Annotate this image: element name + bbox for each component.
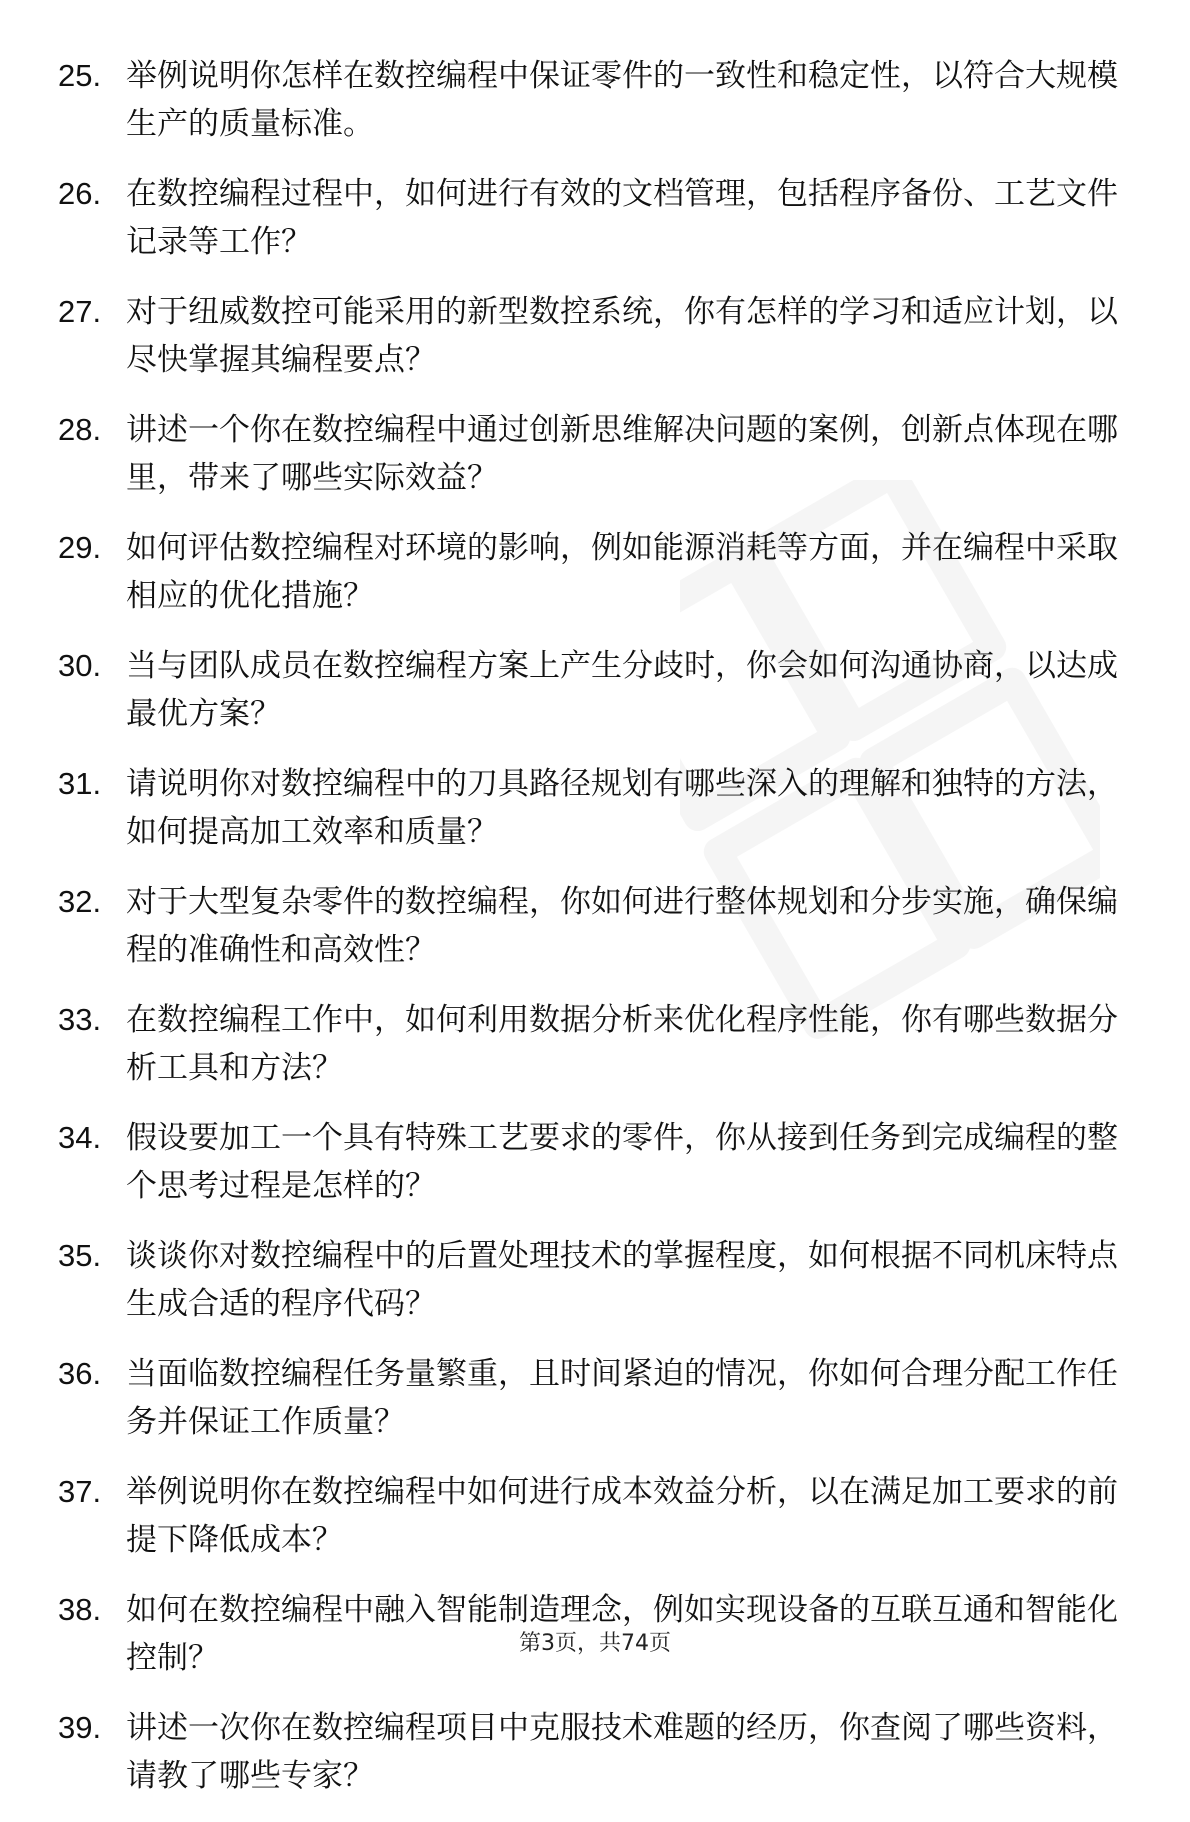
question-number: 35. bbox=[58, 1238, 102, 1273]
question-number: 38. bbox=[58, 1592, 102, 1627]
question-item bbox=[58, 170, 1118, 266]
question-text: 请说明你对数控编程中的刀具路径规划有哪些深入的理解和独特的方法，如何提高加工效率和质量？ bbox=[126, 766, 1118, 850]
question-number: 28. bbox=[58, 412, 102, 447]
question-item bbox=[58, 642, 1118, 738]
question-number: 29. bbox=[58, 530, 102, 565]
question-item bbox=[58, 1704, 1118, 1800]
question-text: 当面临数控编程任务量繁重，且时间紧迫的情况，你如何合理分配工作任务并保证工作质量？ bbox=[126, 1356, 1118, 1440]
question-number: 33. bbox=[58, 1002, 102, 1037]
question-text: 当与团队成员在数控编程方案上产生分歧时，你会如何沟通协商，以达成最优方案？ bbox=[126, 648, 1118, 732]
question-number: 25. bbox=[58, 58, 102, 93]
question-text: 讲述一次你在数控编程项目中克服技术难题的经历，你查阅了哪些资料，请教了哪些专家？ bbox=[126, 1710, 1118, 1794]
question-item bbox=[58, 1114, 1118, 1210]
question-item bbox=[58, 1232, 1118, 1328]
question-item bbox=[58, 1468, 1118, 1564]
question-number: 36. bbox=[58, 1356, 102, 1391]
question-text: 在数控编程过程中，如何进行有效的文档管理，包括程序备份、工艺文件记录等工作？ bbox=[126, 176, 1118, 260]
question-text: 举例说明你在数控编程中如何进行成本效益分析，以在满足加工要求的前提下降低成本？ bbox=[126, 1474, 1118, 1558]
question-item bbox=[58, 996, 1118, 1092]
question-text: 对于纽威数控可能采用的新型数控系统，你有怎样的学习和适应计划，以尽快掌握其编程要点？ bbox=[126, 294, 1118, 378]
question-text: 举例说明你怎样在数控编程中保证零件的一致性和稳定性，以符合大规模生产的质量标准。 bbox=[126, 58, 1118, 142]
page-footer bbox=[0, 1626, 1190, 1657]
question-text: 如何评估数控编程对环境的影响，例如能源消耗等方面，并在编程中采取相应的优化措施？ bbox=[126, 530, 1118, 614]
question-text: 在数控编程工作中，如何利用数据分析来优化程序性能，你有哪些数据分析工具和方法？ bbox=[126, 1002, 1118, 1086]
question-item bbox=[58, 1350, 1118, 1446]
question-number: 37. bbox=[58, 1474, 102, 1509]
question-text: 谈谈你对数控编程中的后置处理技术的掌握程度，如何根据不同机床特点生成合适的程序代码？ bbox=[126, 1238, 1118, 1322]
question-text: 对于大型复杂零件的数控编程，你如何进行整体规划和分步实施，确保编程的准确性和高效性？ bbox=[126, 884, 1118, 968]
question-number: 34. bbox=[58, 1120, 102, 1155]
question-text: 假设要加工一个具有特殊工艺要求的零件，你从接到任务到完成编程的整个思考过程是怎样的？ bbox=[126, 1120, 1118, 1204]
question-number: 31. bbox=[58, 766, 102, 801]
question-item bbox=[58, 52, 1118, 148]
question-number: 26. bbox=[58, 176, 102, 211]
question-number: 39. bbox=[58, 1710, 102, 1745]
question-item bbox=[58, 288, 1118, 384]
question-text: 讲述一个你在数控编程中通过创新思维解决问题的案例，创新点体现在哪里，带来了哪些实际效益？ bbox=[126, 412, 1118, 496]
question-number: 27. bbox=[58, 294, 102, 329]
question-number: 32. bbox=[58, 884, 102, 919]
question-item bbox=[58, 406, 1118, 502]
question-list bbox=[58, 52, 1118, 1822]
question-item bbox=[58, 760, 1118, 856]
question-item bbox=[58, 878, 1118, 974]
page-number-label: 第3页，共74页 bbox=[519, 1631, 671, 1656]
question-text: 如何在数控编程中融入智能制造理念，例如实现设备的互联互通和智能化控制？ bbox=[126, 1592, 1118, 1676]
question-number: 30. bbox=[58, 648, 102, 683]
question-item bbox=[58, 524, 1118, 620]
